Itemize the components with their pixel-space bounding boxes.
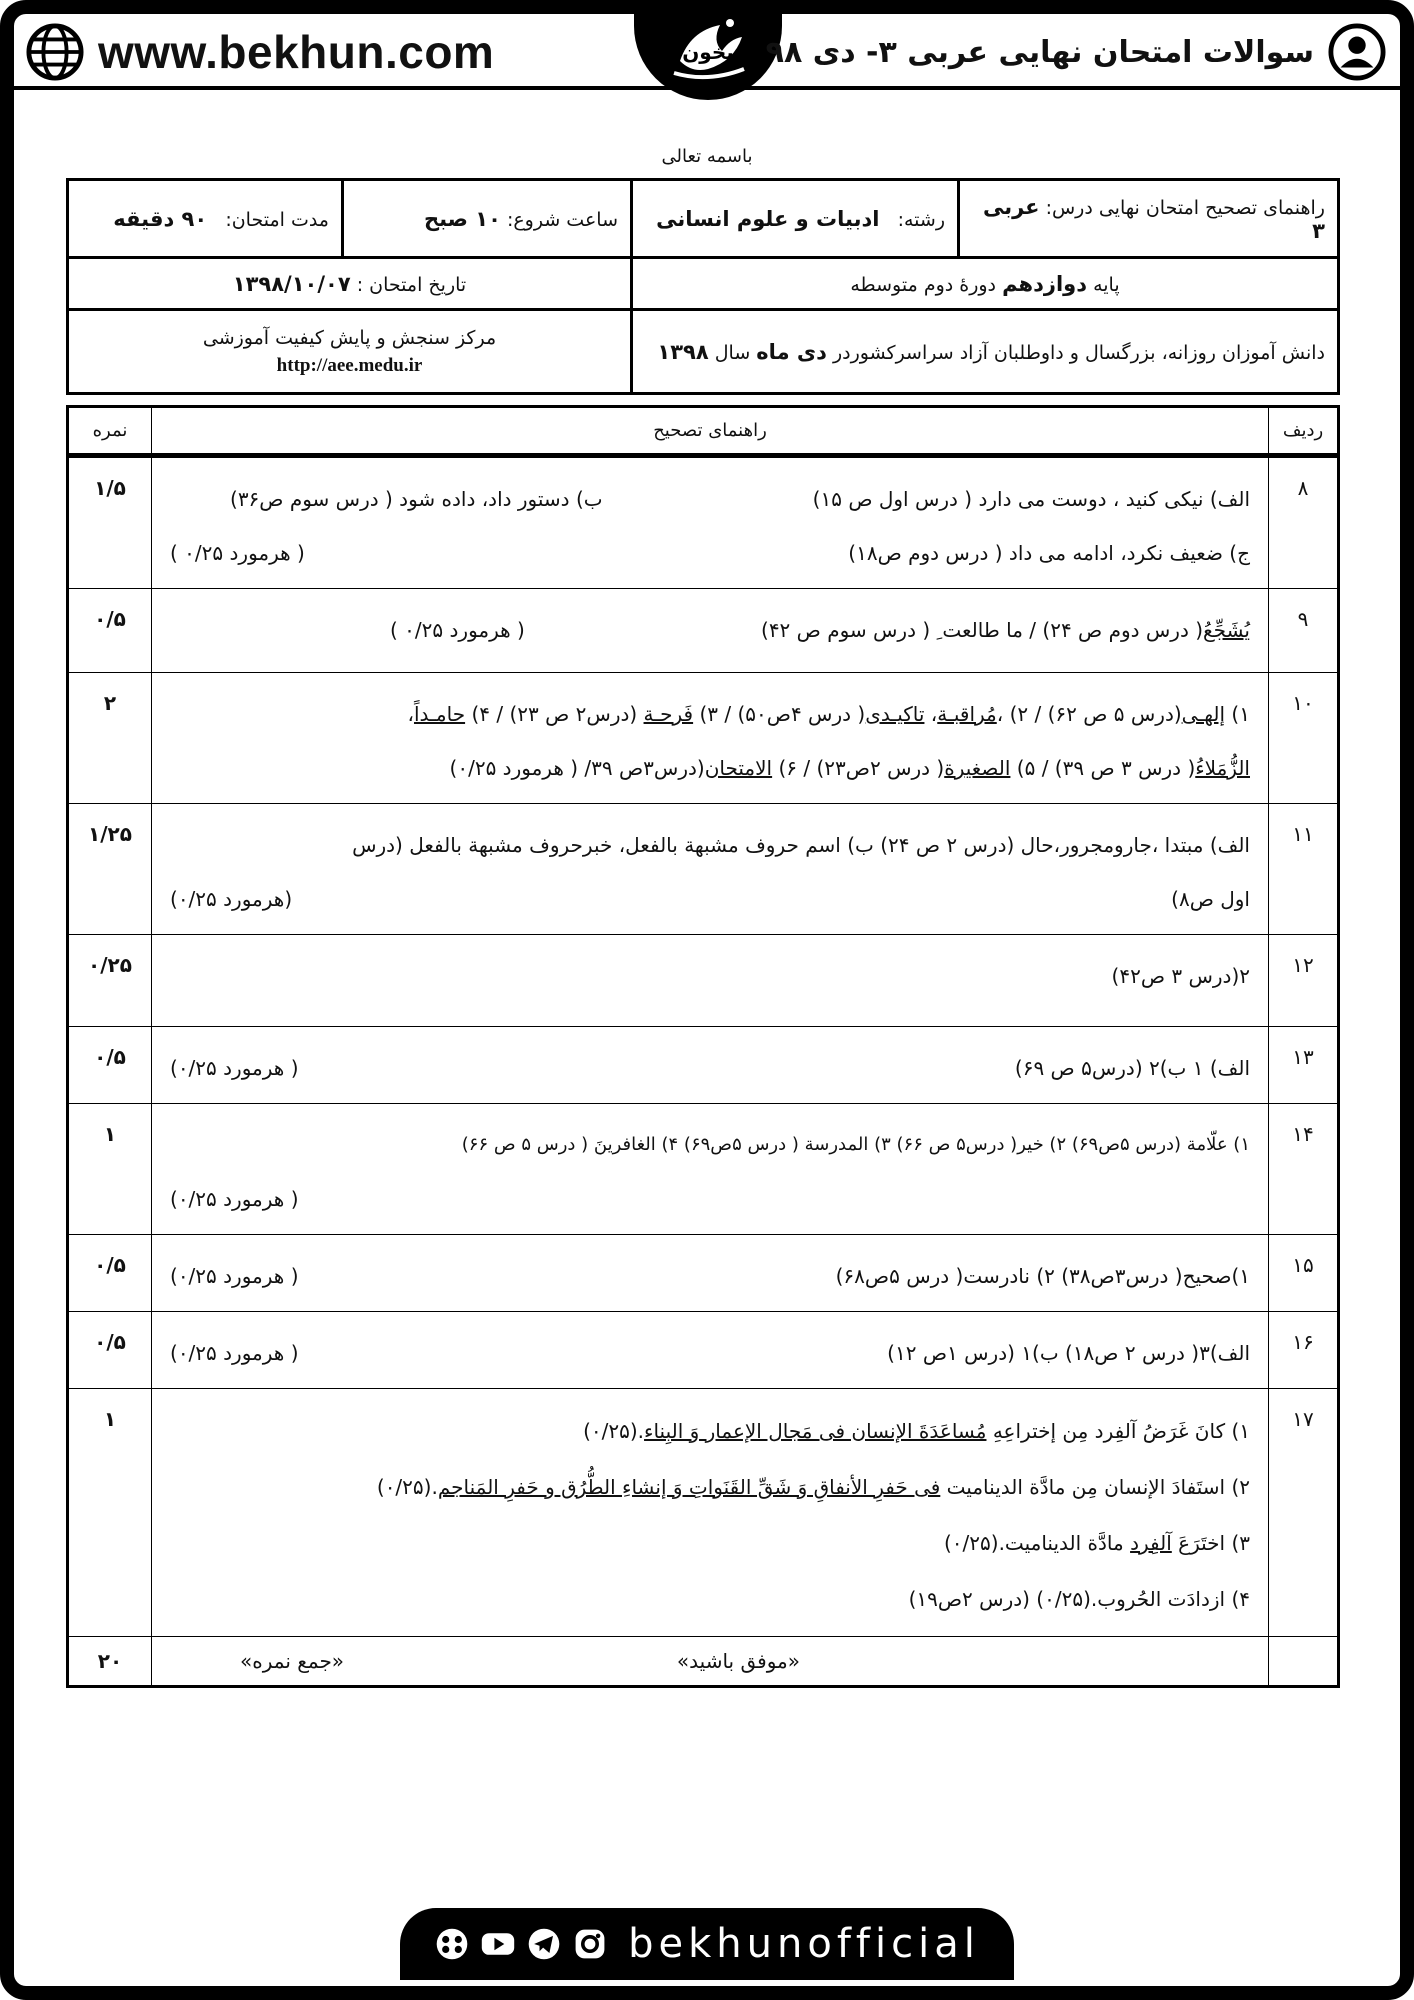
table-row: ۱۴ ۱) علّامة (درس ۵ص۶۹) ۲) خیر( درس۵ ص ۶۶) ۳) المدرسة ( درس ۵ص۶۹) ۴) الغافرینَ ( درس ۵ ص ۶۶) ( هرمورد ۰/۲۵) ۱ xyxy=(68,1104,1339,1235)
total-label: «جمع نمره» xyxy=(240,1649,345,1673)
year: ۱۳۹۸ xyxy=(657,339,709,364)
duration-cell: مدت امتحان: ۹۰ دقیقه xyxy=(68,180,343,258)
logo-text: بخون xyxy=(682,40,734,64)
site-url[interactable]: www.bekhun.com xyxy=(98,26,495,78)
bismillah: باسمه تعالی xyxy=(661,146,753,167)
social-footer[interactable] xyxy=(400,1908,1014,1980)
table-row: ۱۵ ۱)صحیح( درس۳ص۳۸) ۲) نادرست( درس ۵ص۶۸) ( هرمورد ۰/۲۵) ۰/۵ xyxy=(68,1235,1339,1312)
start-time: ۱۰ صبح xyxy=(423,206,501,231)
exam-title-block xyxy=(766,20,1386,84)
telegram-icon[interactable] xyxy=(526,1926,562,1962)
table-row: ۱۳ الف) ۱ ب)۲ (درس۵ ص ۶۹) ( هرمورد ۰/۲۵) ۰/۵ xyxy=(68,1027,1339,1104)
exam-title: سوالات امتحان نهایی عربی ۳- دی ۹۸ xyxy=(765,34,1314,70)
total-score: ۲۰ xyxy=(68,1637,152,1687)
subject-cell: راهنمای تصحیح امتحان نهایی درس: عربی ۳ xyxy=(959,180,1339,258)
youtube-icon[interactable] xyxy=(480,1926,516,1962)
grade-cell: پایه دوازدهم دورۀ دوم متوسطه xyxy=(632,258,1339,310)
exam-header-table xyxy=(66,178,1340,395)
center-name: مرکز سنجش و پایش کیفیت آموزشی xyxy=(202,326,497,349)
subject: عربی ۳ xyxy=(982,194,1325,243)
table-row: ۸ الف) نیکی کنید ، دوست می دارد ( درس اول ص ۱۵) ب) دستور داد، داده شود ( درس سوم ص۳۶) ج) ضعیف نکرد، ادامه می داد ( درس دوم ص۱۸) ( هرمورد ۰/۲۵ ) ۱/۵ xyxy=(68,456,1339,589)
total-row xyxy=(68,1637,1339,1687)
header-guide-col: راهنمای تصحیح xyxy=(152,407,1269,456)
center-cell xyxy=(68,310,632,394)
header-row-col: ردیف xyxy=(1269,407,1339,456)
field: ادبیات و علوم انسانی xyxy=(656,206,880,231)
top-bar xyxy=(14,14,1400,90)
social-handle[interactable]: bekhunofficial xyxy=(628,1921,980,1967)
table-row: ۱۷ ۱) کانَ غَرَضُ آلفِرد مِن إختراعِهِ مُساعَدَةَ الإنسان فی مَجال الإعمار وَ البِناء.(۰/۲۵) ۲) استَفادَ الإنسان مِن مادَّة الدینامیت فی حَفرِ الأنفاقِ وَ شَقِّ القَنَواتِ وَ إنشاءِ الطُّرُق و حَفرِ المَناجم.(۰/۲۵) ۳) اختَرَعَ آلفِرد مادَّة الدینامیت.(۰/۲۵) ۴) ازدادَت الحُروب.(۰/۲۵) (درس ۲ص۱۹) ۱ xyxy=(68,1389,1339,1637)
aparat-icon[interactable] xyxy=(434,1926,470,1962)
answer-table xyxy=(66,405,1340,1688)
center-url[interactable]: http://aee.medu.ir xyxy=(276,354,423,376)
bekhun-logo-icon xyxy=(660,11,756,89)
table-row: ۱۲ ۲(درس ۳ ص۴۲) ۰/۲۵ xyxy=(68,935,1339,1027)
globe-icon xyxy=(26,23,84,81)
instagram-icon[interactable] xyxy=(572,1926,608,1962)
table-row: ۱۱ الف) مبتدا ،جارومجرور،حال (درس ۲ ص ۲۴) ب) اسم حروف مشبهة بالفعل، خبرحروف مشبهة بالفعل (درس اول ص۸) (هرمورد ۰/۲۵) ۱/۲۵ xyxy=(68,804,1339,935)
site-link[interactable] xyxy=(26,18,494,86)
exam-date: ۱۳۹۸/۱۰/۰۷ xyxy=(232,271,351,296)
duration: ۹۰ دقیقه xyxy=(113,206,208,231)
user-icon[interactable] xyxy=(1328,23,1386,81)
good-luck: «موفق باشید» xyxy=(676,1649,800,1673)
table-row: ۱۰ ۱) إلهـی(درس ۵ ص ۶۲) / ۲) ،مُراقبـة، تاکیـدی( درس ۴ص۵۰) / ۳) فَرحـة (درس۲ ص ۲۳) / ۴) حامـداً، الزُّمَلاءُ( درس ۳ ص ۳۹) / ۵) الصغیرة( درس ۲ص۲۳) / ۶) الامتحان(درس۳ص ۳۹/ ( هرمورد ۰/۲۵) ۲ xyxy=(68,673,1339,804)
table-header xyxy=(68,407,1339,456)
table-row: ۹ یُشَجِّعُ( درس دوم ص ۲۴) / ما طالعت ِ ( درس سوم ص ۴۲) ( هرمورد ۰/۲۵ ) ۰/۵ xyxy=(68,589,1339,673)
date-cell: تاریخ امتحان : ۱۳۹۸/۱۰/۰۷ xyxy=(68,258,632,310)
students-cell: دانش آموزان روزانه، بزرگسال و داوطلبان آزاد سراسرکشوردر دی ماه سال ۱۳۹۸ xyxy=(632,310,1339,394)
field-cell: رشته: ادبیات و علوم انسانی xyxy=(632,180,959,258)
logo xyxy=(634,0,782,100)
header-score-col: نمره xyxy=(68,407,152,456)
start-cell: ساعت شروع: ۱۰ صبح xyxy=(343,180,632,258)
table-row: ۱۶ الف)۳( درس ۲ ص۱۸) ب)۱ (درس ۱ص ۱۲) ( هرمورد ۰/۲۵) ۰/۵ xyxy=(68,1312,1339,1389)
